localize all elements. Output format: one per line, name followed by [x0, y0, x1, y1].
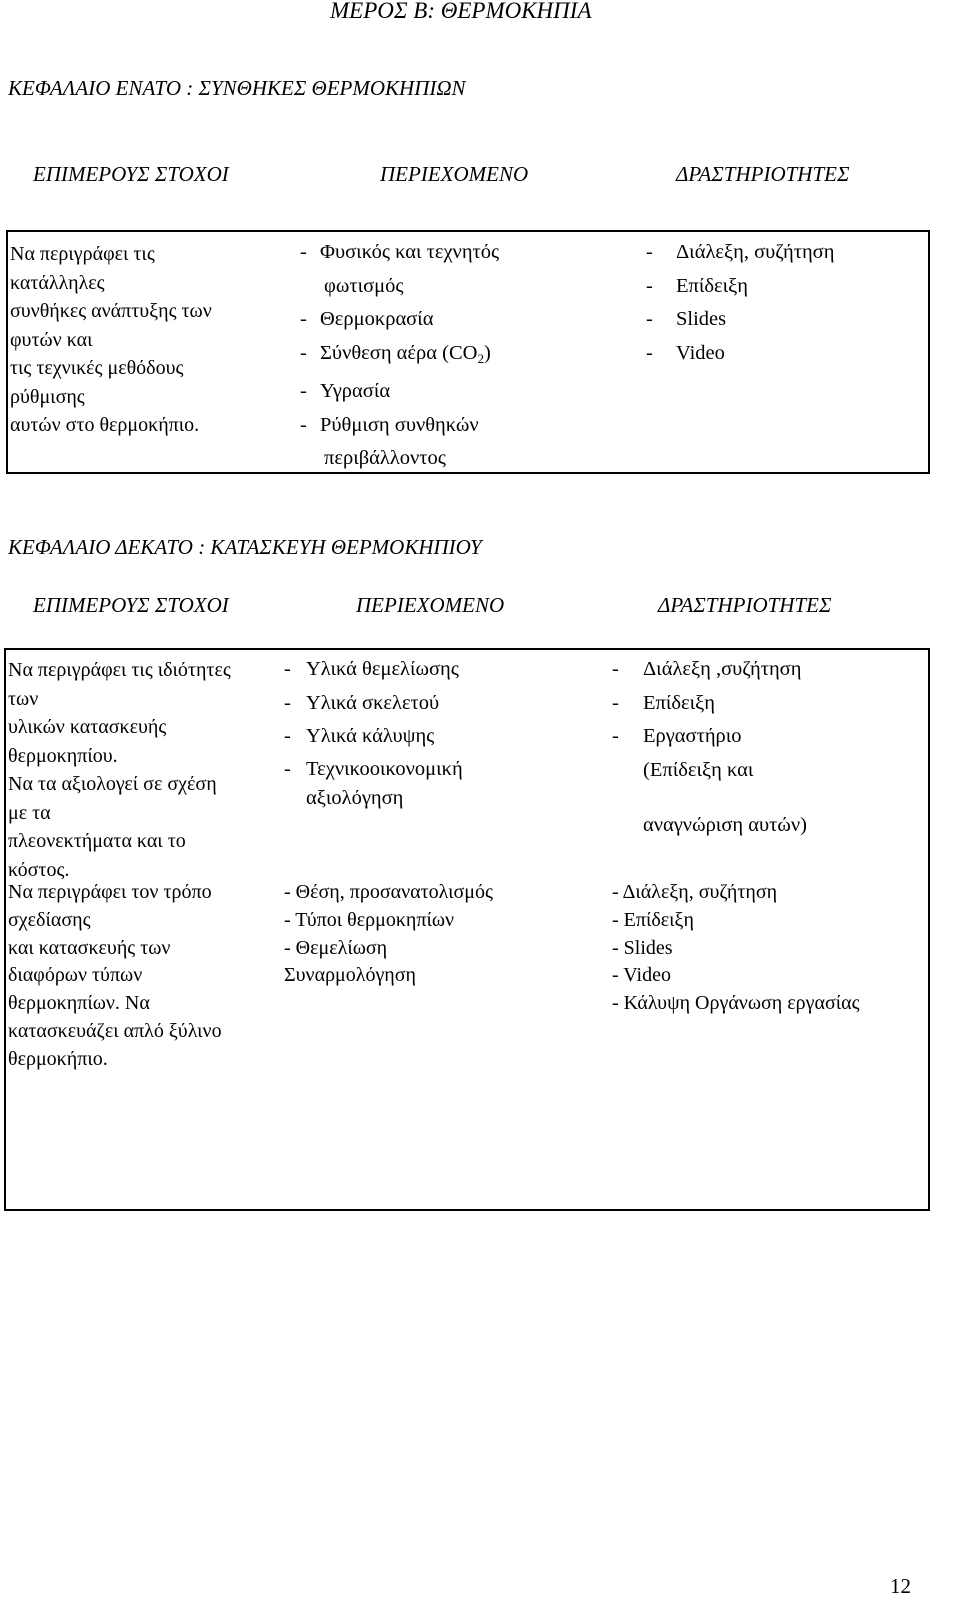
ch10-block2-content — [284, 879, 493, 990]
ch10-activity-item-cont: (Επίδειξη και — [643, 758, 754, 781]
part-title: ΜΕΡΟΣ Β: ΘΕΡΜΟΚΗΠΙΑ — [330, 0, 592, 23]
ch10-table-left-border — [4, 648, 6, 1211]
ch10-objective-line: Να τα αξιολογεί σε σχέση — [8, 773, 217, 795]
ch10-activity-item: - Κάλυψη Οργάνωση εργασίας — [612, 992, 860, 1015]
ch10-header-objectives: ΕΠΙΜΕΡΟΥΣ ΣΤΟΧΟΙ — [33, 593, 229, 617]
ch9-objective-line: συνθήκες ανάπτυξης των — [10, 300, 212, 322]
ch9-activity-item: - Επίδειξη — [646, 274, 749, 297]
ch10-objective-line: υλικών κατασκευής — [8, 716, 167, 738]
ch10-content-item: - Τεχνικοοικονομική — [284, 757, 463, 780]
ch10-objective-line: σχεδίασης — [8, 908, 91, 931]
ch10-content-item: - Θεμελίωση — [284, 936, 388, 959]
ch9-table-top-border — [6, 230, 930, 232]
ch10-block1-activities — [612, 653, 807, 843]
ch9-objective-line: τις τεχνικές μεθόδους — [10, 357, 184, 379]
ch10-activity-item: - Διάλεξη, συζήτηση — [612, 881, 778, 903]
ch9-content-item: - Υγρασία — [300, 380, 391, 402]
ch9-content-cell — [300, 236, 499, 476]
chapter-nine-title: ΚΕΦΑΛΑΙΟ ΕΝΑΤΟ : ΣΥΝΘΗΚΕΣ ΘΕΡΜΟΚΗΠΙΩΝ — [8, 76, 466, 100]
ch9-activity-item: - Διάλεξη, συζήτηση — [646, 241, 835, 263]
ch10-objective-line: θερμοκηπίων. Να — [8, 992, 150, 1015]
ch10-activity-item: - Επίδειξη — [612, 908, 694, 931]
ch9-content-item: - Σύνθεση αέρα $(CO_2)$ — [300, 341, 491, 366]
ch9-objective-line: φυτών και — [10, 328, 93, 351]
ch10-activity-item: - Video — [612, 964, 671, 987]
ch9-header-content: ΠΕΡΙΕΧΟΜΕΝΟ — [380, 162, 529, 186]
ch9-objective-line: κατάλληλες — [10, 271, 105, 294]
ch10-block2-activities — [612, 879, 860, 1018]
ch10-objective-line: των — [8, 687, 39, 710]
ch9-objective-line: αυτών στο θερμοκήπιο. — [10, 414, 200, 436]
ch9-header-objectives: ΕΠΙΜΕΡΟΥΣ ΣΤΟΧΟΙ — [33, 162, 229, 186]
ch10-content-item: - Τύποι θερμοκηπίων — [284, 908, 455, 931]
ch10-table-bottom-border — [4, 1209, 930, 1211]
ch10-header-content: ΠΕΡΙΕΧΟΜΕΝΟ — [356, 593, 505, 617]
ch9-objective-line: ρύθμισης — [10, 385, 85, 408]
ch10-objective-line: Να περιγράφει τον τρόπο — [8, 881, 212, 903]
ch10-content-item-cont: αξιολόγηση — [306, 786, 404, 809]
ch10-content-item: - Υλικά θεμελίωσης — [284, 658, 459, 680]
ch9-objective-line: Να περιγράφει τις — [10, 243, 155, 265]
ch10-objective-line: Να περιγράφει τις ιδιότητες — [8, 659, 231, 681]
ch10-objective-line: θερμοκηπίου. — [8, 744, 118, 767]
ch9-content-item-cont: φωτισμός — [324, 274, 404, 297]
ch10-objective-line: κόστος. — [8, 858, 70, 881]
ch10-objective-line: με τα — [8, 801, 51, 824]
ch9-table-left-border — [6, 230, 8, 474]
ch10-activity-item: - Επίδειξη — [612, 691, 716, 714]
ch10-content-item: - Υλικά σκελετού — [284, 691, 440, 714]
ch9-activity-item: - Video — [646, 341, 725, 364]
ch9-activity-item: - Slides — [646, 308, 727, 330]
ch10-block2-objectives — [8, 879, 222, 1074]
ch9-objectives-cell — [10, 240, 212, 440]
ch9-content-item: - Ρύθμιση συνθηκών — [300, 413, 479, 436]
ch9-header-activities: ΔΡΑΣΤΗΡΙΟΤΗΤΕΣ — [676, 162, 850, 186]
chapter-ten-title: ΚΕΦΑΛΑΙΟ ΔΕΚΑΤΟ : ΚΑΤΑΣΚΕΥΗ ΘΕΡΜΟΚΗΠΙΟΥ — [8, 535, 482, 559]
ch10-objective-line: διαφόρων τύπων — [8, 964, 143, 987]
ch10-activity-item-cont: αναγνώριση αυτών) — [643, 814, 807, 836]
ch9-content-item-cont: περιβάλλοντος — [324, 447, 446, 469]
ch10-header-activities: ΔΡΑΣΤΗΡΙΟΤΗΤΕΣ — [658, 593, 832, 617]
ch10-table-right-border — [928, 648, 930, 1211]
ch10-activity-item: - Διάλεξη ,συζήτηση — [612, 658, 802, 680]
page-number: 12 — [890, 1574, 911, 1598]
ch9-activities-cell — [646, 236, 834, 370]
ch10-content-item: - Θέση, προσανατολισμός — [284, 881, 493, 903]
ch9-content-item: - Φυσικός και τεχνητός — [300, 241, 500, 263]
ch10-objective-line: και κατασκευής των — [8, 936, 171, 959]
ch9-table-right-border — [928, 230, 930, 474]
ch10-activity-item: - Εργαστήριο — [612, 725, 742, 747]
ch10-objective-line: κατασκευάζει απλό ξύλινο — [8, 1019, 222, 1042]
ch10-objective-line: θερμοκήπιο. — [8, 1047, 108, 1070]
ch10-content-item: Συναρμολόγηση — [284, 964, 417, 987]
ch10-objective-line: πλεονεκτήματα και το — [8, 830, 186, 852]
ch10-content-item: - Υλικά κάλυψης — [284, 725, 435, 747]
ch9-content-item: - Θερμοκρασία — [300, 308, 434, 330]
ch10-block1-objectives — [8, 656, 231, 884]
ch10-table-top-border — [4, 648, 930, 650]
ch10-block1-content — [284, 653, 463, 812]
ch10-activity-item: - Slides — [612, 936, 673, 959]
